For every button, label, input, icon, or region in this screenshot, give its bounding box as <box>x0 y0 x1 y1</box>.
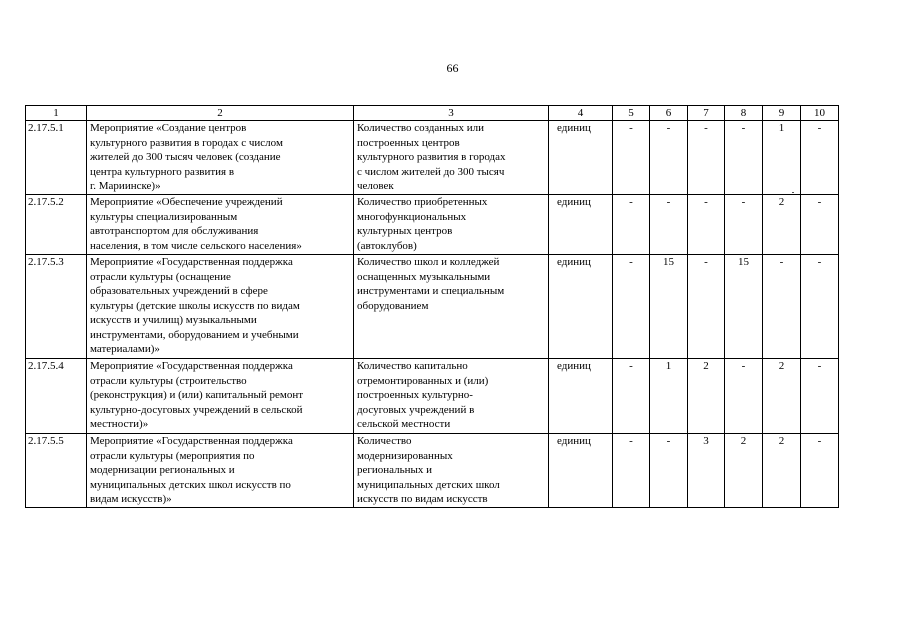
row-value: - <box>725 195 763 255</box>
table-row <box>26 195 839 255</box>
page-number: 66 <box>446 61 459 75</box>
row-value: 2 <box>725 434 763 508</box>
row-value: - <box>801 195 839 255</box>
row-value: - <box>688 121 725 195</box>
row-event: Мероприятие «Государственная поддержка отрасли культуры (оснащение образовательных учреждений в сфере культуры (детские школы искусств по видам искусств и училищ) музыкальными инструментами, оборудованием и учебными материалами)» <box>87 255 354 359</box>
column-header: 3 <box>354 106 549 121</box>
row-event: Мероприятие «Обеспечение учреждений культуры специализированным автотранспортом для обслуживания населения, в том числе сельского населения» <box>87 195 354 255</box>
row-value: - <box>650 121 688 195</box>
row-indicator: Количество капитально отремонтированных и (или) построенных культурно- досуговых учреждений в сельской местности <box>354 359 549 434</box>
program-indicators-table <box>25 105 839 508</box>
row-unit: единиц <box>549 195 613 255</box>
row-value: - <box>801 434 839 508</box>
table-row <box>26 359 839 434</box>
row-code: 2.17.5.5 <box>26 434 87 508</box>
row-value: - <box>725 359 763 434</box>
table-row <box>26 434 839 508</box>
column-header: 5 <box>613 106 650 121</box>
row-value: 3 <box>688 434 725 508</box>
row-value: - <box>613 195 650 255</box>
column-header: 7 <box>688 106 725 121</box>
row-value: 2 <box>763 195 801 255</box>
row-code: 2.17.5.3 <box>26 255 87 359</box>
row-unit: единиц <box>549 434 613 508</box>
row-unit: единиц <box>549 255 613 359</box>
row-value: - <box>613 434 650 508</box>
row-code: 2.17.5.1 <box>26 121 87 195</box>
row-unit: единиц <box>549 359 613 434</box>
column-header: 10 <box>801 106 839 121</box>
column-header: 4 <box>549 106 613 121</box>
row-code: 2.17.5.4 <box>26 359 87 434</box>
column-header: 1 <box>26 106 87 121</box>
row-value: - <box>801 255 839 359</box>
row-value: - <box>688 255 725 359</box>
row-indicator: Количество модернизированных региональных и муниципальных детских школ искусств по видам искусств <box>354 434 549 508</box>
row-value: - <box>763 255 801 359</box>
row-value: - <box>650 434 688 508</box>
row-value: 2 <box>763 434 801 508</box>
row-unit: единиц <box>549 121 613 195</box>
row-value: - <box>650 195 688 255</box>
row-code: 2.17.5.2 <box>26 195 87 255</box>
row-value: - <box>688 195 725 255</box>
row-indicator: Количество школ и колледжей оснащенных музыкальными инструментами и специальным оборудованием <box>354 255 549 359</box>
row-event: Мероприятие «Государственная поддержка отрасли культуры (мероприятия по модернизации региональных и муниципальных детских школ искусств по видам искусств)» <box>87 434 354 508</box>
row-value: - <box>613 121 650 195</box>
row-value: 15 <box>650 255 688 359</box>
column-header: 2 <box>87 106 354 121</box>
table-row <box>26 121 839 195</box>
row-value: 2 <box>763 359 801 434</box>
table-row <box>26 255 839 359</box>
scan-artifact <box>792 192 794 193</box>
row-value: - <box>725 121 763 195</box>
row-value: - <box>801 359 839 434</box>
row-value: 1 <box>650 359 688 434</box>
column-header: 8 <box>725 106 763 121</box>
row-value: - <box>613 359 650 434</box>
row-value: 1 <box>763 121 801 195</box>
row-value: 15 <box>725 255 763 359</box>
column-header: 9 <box>763 106 801 121</box>
row-event: Мероприятие «Создание центров культурного развития в городах с числом жителей до 300 тысяч человек (создание центра культурного развития в г. Мариинске)» <box>87 121 354 195</box>
row-indicator: Количество приобретенных многофункциональных культурных центров (автоклубов) <box>354 195 549 255</box>
column-header: 6 <box>650 106 688 121</box>
row-value: - <box>613 255 650 359</box>
row-event: Мероприятие «Государственная поддержка отрасли культуры (строительство (реконструкция) и (или) капитальный ремонт культурно-досуговых учреждений в сельской местности)» <box>87 359 354 434</box>
table-header-row <box>26 106 839 121</box>
row-value: - <box>801 121 839 195</box>
row-value: 2 <box>688 359 725 434</box>
row-indicator: Количество созданных или построенных центров культурного развития в городах с числом жителей до 300 тысяч человек <box>354 121 549 195</box>
